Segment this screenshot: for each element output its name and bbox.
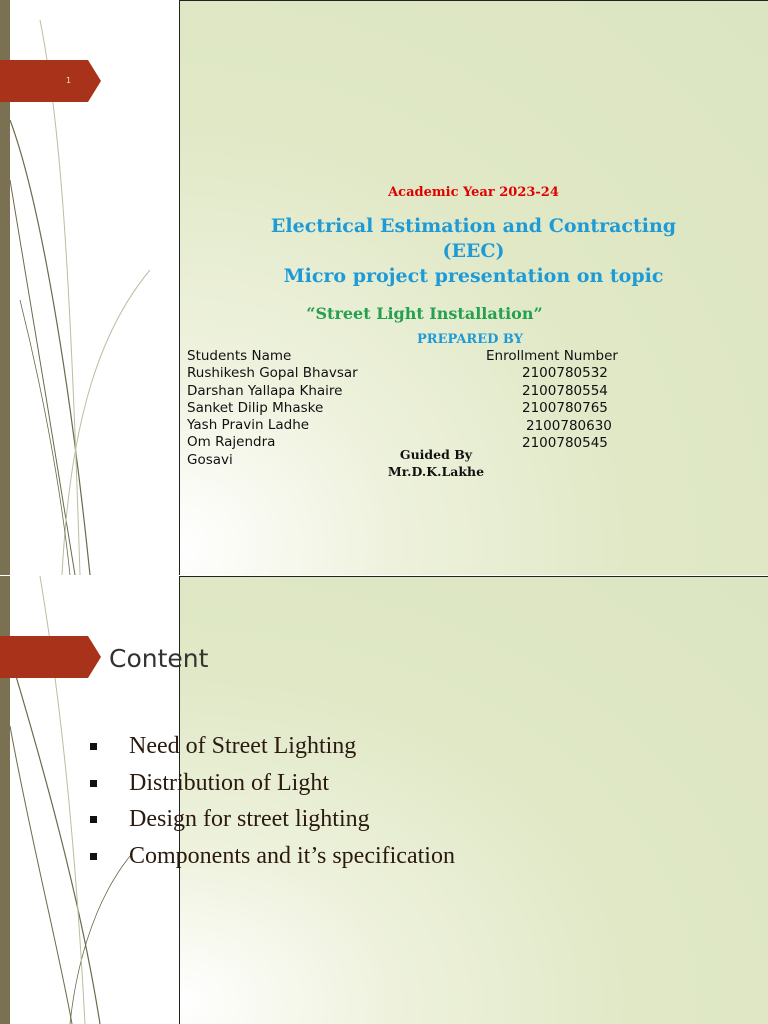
enrollment-number: 2100780545	[522, 435, 608, 451]
slide-number: 1	[66, 76, 72, 85]
student-name: Sanket Dilip Mhaske	[187, 399, 324, 416]
list-item-text: Design for street lighting	[129, 806, 370, 832]
prepared-by-heading: PREPARED BY	[417, 332, 523, 347]
content-list	[90, 728, 455, 874]
academic-year: Academic Year 2023-24	[388, 185, 559, 200]
subject-line-3: Micro project presentation on topic	[283, 265, 664, 287]
subject-title	[179, 214, 768, 289]
slide-tab	[0, 60, 102, 102]
bullet-square-icon	[90, 780, 97, 787]
slide-tab	[0, 636, 102, 678]
guide-block	[380, 446, 492, 480]
list-item	[90, 801, 455, 838]
bullet-square-icon	[90, 816, 97, 823]
students-list	[187, 348, 377, 469]
enrollment-header: Enrollment Number	[486, 348, 618, 364]
enrollment-list	[522, 365, 612, 453]
list-item-text: Distribution of Light	[129, 769, 329, 796]
students-header: Students Name	[187, 348, 292, 364]
bullet-square-icon	[90, 743, 97, 750]
bullet-square-icon	[90, 853, 97, 860]
guided-by-label: Guided By	[399, 447, 473, 462]
enrollment-number: 2100780630	[526, 417, 612, 434]
subject-line-2: (EEC)	[442, 240, 505, 262]
student-name: Yash Pravin Ladhe	[187, 417, 310, 434]
project-topic: “Street Light Installation”	[306, 304, 543, 323]
student-name: Rushikesh Gopal Bhavsar	[187, 365, 358, 382]
guide-name: Mr.D.K.Lakhe	[387, 464, 485, 479]
enrollment-number: 2100780554	[522, 382, 608, 399]
content-title: Content	[109, 644, 209, 673]
list-item	[90, 728, 455, 765]
enrollment-number: 2100780765	[522, 400, 608, 416]
slide-2	[0, 576, 768, 1024]
list-item-text: Components and it’s specification	[129, 842, 455, 869]
subject-line-1: Electrical Estimation and Contracting	[270, 215, 677, 237]
student-name: Darshan Yallapa Khaire	[187, 382, 343, 399]
enrollment-number: 2100780532	[522, 365, 608, 381]
list-item-text: Need of Street Lighting	[129, 733, 357, 759]
list-item	[90, 838, 455, 875]
student-name: Om Rajendra Gosavi	[187, 434, 276, 468]
list-item	[90, 765, 455, 802]
